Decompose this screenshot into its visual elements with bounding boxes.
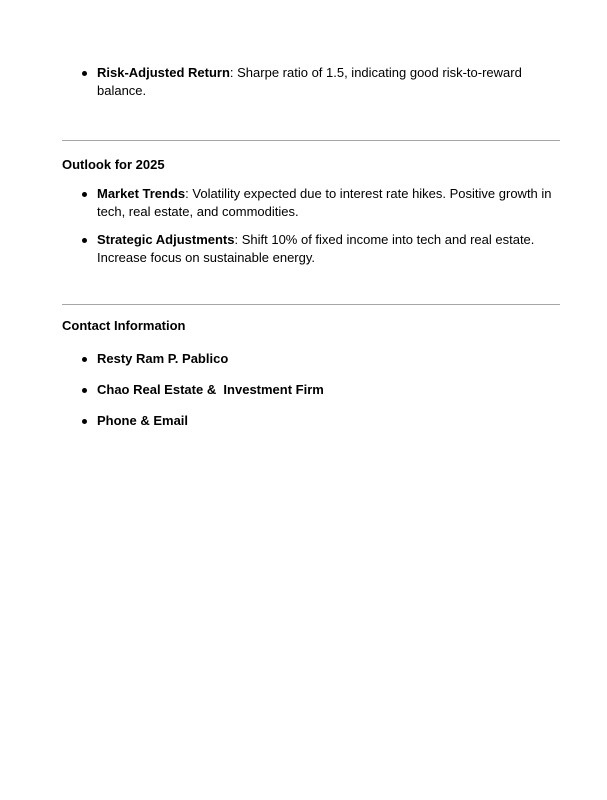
list-item-text [97,382,324,397]
list-item [62,231,560,267]
list-item-body: : Volatility expected due to interest rate hikes. Positive growth in tech, real estate, and commodities. [97,186,556,219]
list-item-text [97,351,228,366]
list-item-label: Strategic Adjustments [97,232,235,247]
list-item-label: Phone & Email [97,413,189,428]
list-item-text [97,65,525,98]
list-item [62,185,560,221]
list-item-label: Risk-Adjusted Return [97,65,230,80]
section-divider [62,140,560,141]
list-item-body: : Sharpe ratio of 1.5, indicating good risk-to-reward balance. [97,65,526,98]
list-item [62,64,560,100]
list-item-body: : Shift 10% of fixed income into tech and real estate. Increase focus on sustainable energy. [97,232,539,265]
section-heading-contact: Contact Information [62,318,186,333]
section-heading-outlook: Outlook for 2025 [62,157,165,172]
contact-list [62,350,560,430]
outlook-list [62,185,560,267]
list-item-text [97,232,538,265]
list-item-text [97,413,188,428]
list-item [62,381,560,399]
bullet-icon [82,192,87,197]
bullet-icon [82,238,87,243]
bullet-icon [82,388,87,393]
list-item-label: Market Trends [97,186,186,201]
bullet-icon [82,419,87,424]
bullet-icon [82,357,87,362]
performance-list [62,64,560,100]
list-item [62,350,560,368]
list-item-text [97,186,555,219]
list-item [62,412,560,430]
section-divider [62,304,560,305]
list-item-label: Resty Ram P. Pablico [97,351,229,366]
bullet-icon [82,71,87,76]
list-item-label: Chao Real Estate & Investment Firm [97,382,324,397]
